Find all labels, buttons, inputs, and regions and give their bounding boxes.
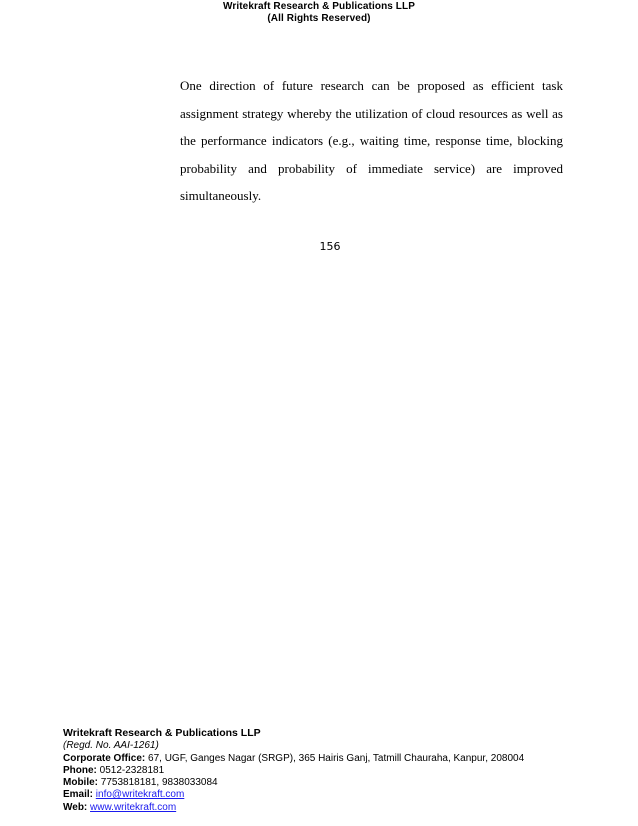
phone-label: Phone: <box>63 764 97 776</box>
mobile-numbers: 7753818181, 9838033084 <box>100 777 218 789</box>
footer-email-row <box>63 789 623 801</box>
footer-web-row <box>63 802 623 814</box>
footer-office-row <box>63 753 623 765</box>
mobile-label: Mobile: <box>63 777 98 789</box>
page-footer <box>63 727 623 814</box>
footer-company-name: Writekraft Research & Publications LLP <box>63 727 261 739</box>
header-rights-notice: (All Rights Reserved) <box>267 13 371 24</box>
footer-registration: (Regd. No. AAI-1261) <box>63 740 159 752</box>
website-link[interactable]: www.writekraft.com <box>90 801 177 813</box>
web-label: Web: <box>63 801 88 813</box>
office-address: 67, UGF, Ganges Nagar (SRGP), 365 Hairis Ganj, Tatmill Chauraha, Kanpur, 208004 <box>148 752 525 764</box>
footer-phone-row <box>63 765 623 777</box>
office-label: Corporate Office: <box>63 752 146 764</box>
email-link[interactable]: info@writekraft.com <box>95 789 185 801</box>
footer-mobile-row <box>63 777 623 789</box>
phone-number: 0512-2328181 <box>99 764 165 776</box>
body-paragraph: One direction of future research can be proposed as efficient task assignment strategy whereby the utilization of cloud resources as well as the performance indicators (e.g., waiting time, response time, blocking probability and probability of immediate service) are improved simultaneously. <box>180 78 563 203</box>
header-company-name: Writekraft Research & Publications LLP <box>223 1 415 12</box>
email-label: Email: <box>63 789 94 801</box>
page-number: 156 <box>319 240 341 253</box>
